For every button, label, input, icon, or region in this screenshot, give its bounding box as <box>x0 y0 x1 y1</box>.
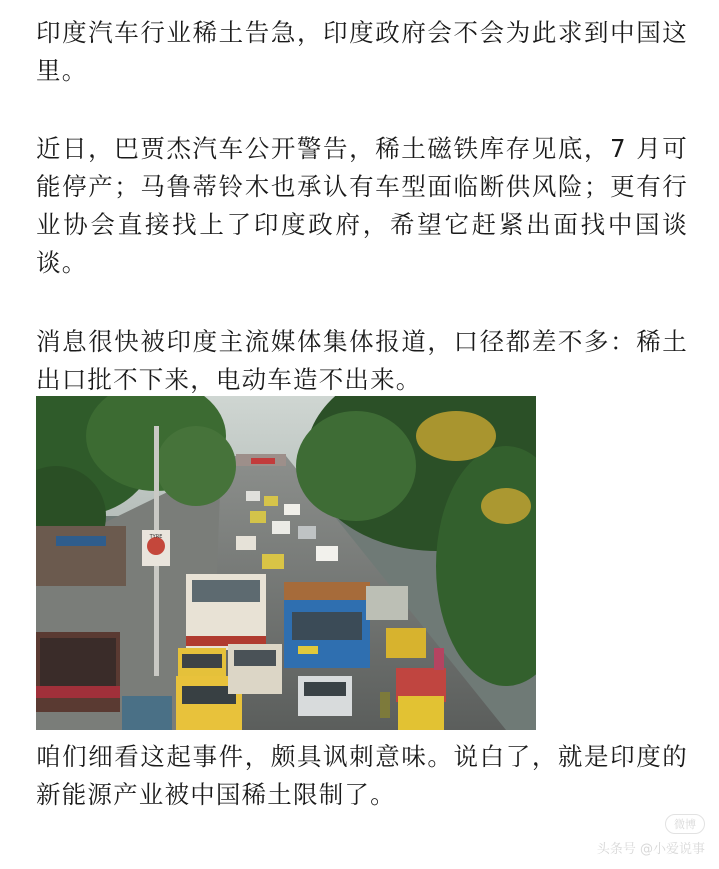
paragraph-2: 近日，巴贾杰汽车公开警告，稀土磁铁库存见底，7 月可能停产；马鲁蒂铃木也承认有车型面临断供风险；更有行业协会直接找上了印度政府，希望它赶紧出面找中国谈谈。 <box>36 134 688 277</box>
watermark <box>597 814 705 857</box>
traffic-scene-illustration <box>36 396 536 730</box>
watermark-badge: 微博 <box>665 814 705 834</box>
paragraph-4: 咱们细看这起事件，颇具讽刺意味。说白了，就是印度的新能源产业被中国稀土限制了。 <box>36 742 688 809</box>
street-traffic-photo <box>36 396 536 730</box>
paragraph-3: 消息很快被印度主流媒体集体报道，口径都差不多：稀土出口批不下来，电动车造不出来。 <box>36 327 688 394</box>
photo-sign-text: TYRE <box>149 534 163 540</box>
watermark-text: 头条号 @小爱说事 <box>596 842 705 857</box>
paragraph-1: 印度汽车行业稀土告急，印度政府会不会为此求到中国这里。 <box>36 18 688 85</box>
